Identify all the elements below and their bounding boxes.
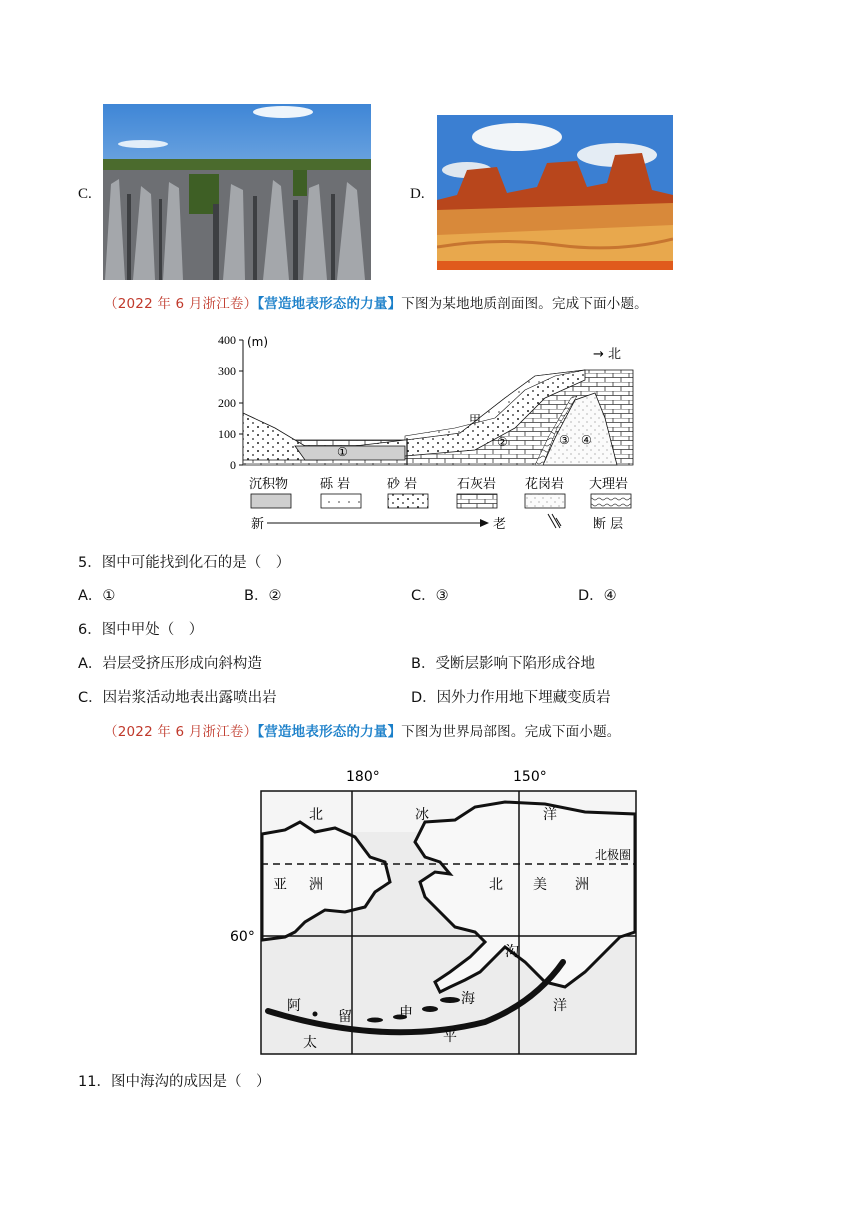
source-topic: 【营造地表形态的力量】 — [257, 724, 402, 740]
legend-swatch-conglomerate — [321, 494, 361, 508]
legend-sandstone: 砂 岩 — [387, 477, 418, 492]
north-america-1: 北 — [489, 877, 503, 893]
ocean-north-3: 洋 — [543, 807, 557, 823]
source-text: 下图为某地地质剖面图。完成下面小题。 — [401, 296, 648, 312]
q5-stem: 5．图中可能找到化石的是（ ） — [78, 555, 291, 571]
legend-swatch-sandstone — [388, 494, 428, 508]
y-tick-300: 300 — [218, 364, 236, 378]
lon-180-label: 180° — [346, 769, 380, 785]
north-america-2: 美 — [533, 877, 547, 893]
q5-option-d[interactable]: D．④ — [578, 588, 617, 604]
asia-2: 洲 — [309, 877, 323, 893]
source-year: （2022 年 6 月浙江卷） — [104, 296, 258, 312]
legend-granite: 花岗岩 — [525, 477, 565, 492]
ocean-north-1: 北 — [309, 807, 323, 823]
q6-option-d[interactable]: D．因外力作用地下埋藏变质岩 — [411, 690, 611, 706]
circle-1: ① — [337, 445, 348, 459]
asia-1: 亚 — [273, 877, 287, 893]
fault-symbol — [548, 514, 561, 528]
q5-option-a[interactable]: A．① — [78, 588, 116, 604]
source-line-2 — [104, 720, 620, 740]
pacific-1: 太 — [303, 1035, 317, 1051]
q5-option-b[interactable]: B．② — [244, 588, 282, 604]
circle-2: ② — [497, 435, 508, 449]
q5-option-c[interactable]: C．③ — [411, 588, 449, 604]
y-unit: (m) — [247, 335, 269, 349]
y-tick-400: 400 — [218, 333, 236, 347]
pacific-2: 平 — [443, 1029, 457, 1045]
q11-stem: 11．图中海沟的成因是（ ） — [78, 1074, 271, 1090]
trench-label-5: 沟 — [505, 944, 519, 960]
north-arrow: → 北 — [593, 347, 622, 362]
north-america-3: 洲 — [575, 877, 589, 893]
option-d-label: D. — [410, 186, 425, 202]
ocean-north-2: 冰 — [415, 807, 429, 823]
stone-forest-photo — [103, 104, 371, 280]
legend-limestone: 石灰岩 — [457, 477, 497, 492]
source-topic: 【营造地表形态的力量】 — [257, 296, 402, 312]
source-line-1 — [104, 292, 648, 312]
q6-option-c[interactable]: C．因岩浆活动地表出露喷出岩 — [78, 690, 277, 706]
marker-jia: 甲 — [469, 413, 482, 427]
legend-sediment: 沉积物 — [249, 477, 289, 492]
q6-option-a[interactable]: A．岩层受挤压形成向斜构造 — [78, 656, 262, 672]
danxia-landform-photo — [437, 115, 673, 270]
circle-3: ③ — [559, 433, 570, 447]
source-text: 下图为世界局部图。完成下面小题。 — [401, 724, 621, 740]
q6-stem: 6．图中甲处（ ） — [78, 622, 204, 638]
y-tick-0: 0 — [230, 458, 236, 472]
arctic-circle-label: 北极圈 — [595, 848, 632, 862]
option-c-label: C. — [78, 186, 92, 202]
legend-marble: 大理岩 — [589, 477, 629, 492]
age-old: 老 — [493, 517, 507, 532]
trench-label-3: 申 — [399, 1005, 413, 1021]
circle-4: ④ — [581, 433, 592, 447]
trench-label-1: 阿 — [287, 998, 301, 1014]
fault-label: 断 层 — [593, 517, 624, 532]
geological-profile — [205, 328, 655, 538]
legend-swatch-marble — [591, 494, 631, 508]
source-year: （2022 年 6 月浙江卷） — [104, 724, 258, 740]
trench-label-4: 海 — [461, 991, 475, 1007]
legend-conglomerate: 砾 岩 — [320, 477, 351, 492]
lon-150-label: 150° — [513, 769, 547, 785]
y-tick-200: 200 — [218, 396, 236, 410]
trench-label-2: 留 — [338, 1009, 352, 1025]
legend-swatch-limestone — [457, 494, 497, 508]
lat-60-label: 60° — [230, 929, 255, 945]
q6-option-b[interactable]: B．受断层影响下陷形成谷地 — [411, 656, 595, 672]
legend-swatch-sediment — [251, 494, 291, 508]
legend-swatch-granite — [525, 494, 565, 508]
age-new: 新 — [251, 517, 265, 532]
world-partial-map — [225, 762, 645, 1058]
pacific-3: 洋 — [553, 998, 567, 1014]
y-tick-100: 100 — [218, 427, 236, 441]
